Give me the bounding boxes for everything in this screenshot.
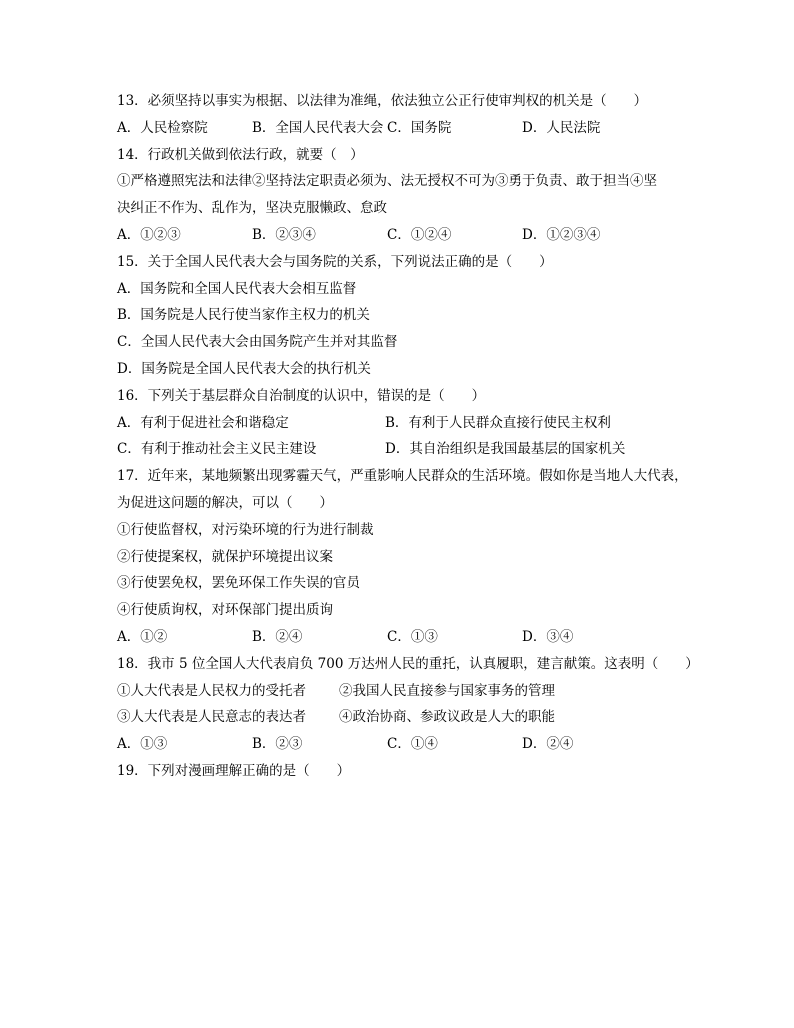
question-14-statement-line: ①严格遵照宪法和法律②坚持法定职责必须为、法无授权不可为③勇于负责、敢于担当④坚 [117,173,657,190]
question-14-stem: 14．行政机关做到依法行政，就要（ ） [117,146,364,163]
option-d: D．其自治组织是我国最基层的国家机关 [385,441,626,458]
option-c: C．①③ [387,628,438,645]
option-c: C．①②④ [387,226,452,243]
statement-3: ③行使罢免权，罢免环保工作失误的官员 [117,575,360,592]
option-a: A．国务院和全国人民代表大会相互监督 [117,280,357,297]
statement-4: ④政治协商、参政议政是人大的职能 [339,709,555,726]
exam-page [117,88,697,785]
option-a: A．有利于促进社会和谐稳定 [117,414,289,431]
question-13-options [117,115,697,142]
option-d: D．①②③④ [522,226,601,243]
question-18-statements-row [117,678,697,705]
option-a: A．①③ [117,736,168,753]
statement-1: ①人大代表是人民权力的受托者 [117,682,306,699]
question-19-stem: 19．下列对漫画理解正确的是（ ） [117,762,351,779]
question-18-statements-row [117,704,697,731]
option-d: D．国务院是全国人民代表大会的执行机关 [117,360,371,377]
option-a: A．人民检察院 [117,119,208,136]
statement-4: ④行使质询权，对环保部门提出质询 [117,602,333,619]
option-a: A．①② [117,628,168,645]
option-d: D．③④ [522,628,574,645]
option-b: B．②③④ [252,226,316,243]
option-b: B．②③ [252,736,303,753]
statement-3: ③人大代表是人民意志的表达者 [117,709,306,726]
option-b: B．国务院是人民行使当家作主权力的机关 [117,307,370,324]
question-14-statement-line: 决纠正不作为、乱作为，坚决克服懒政、怠政 [117,200,387,217]
question-17-options [117,624,697,651]
question-16-options-row [117,436,697,463]
option-c: C．国务院 [387,119,452,136]
question-16-options-row [117,410,697,437]
question-17-stem: 17．近年来，某地频繁出现雾霾天气，严重影响人民群众的生活环境。假如你是当地人大代表， [117,468,688,485]
question-13-stem: 13．必须坚持以事实为根据、以法律为准绳，依法独立公正行使审判权的机关是（ ） [117,93,648,109]
option-a: A．①②③ [117,226,181,243]
question-18-options [117,731,697,758]
option-c: C．有利于推动社会主义民主建设 [117,441,317,458]
question-18-stem: 18．我市 5 位全国人大代表肩负 700 万达州人民的重托，认真履职，建言献策。这表明（ ） [117,655,699,672]
question-14-options [117,222,697,249]
statement-1: ①行使监督权，对污染环境的行为进行制裁 [117,521,374,538]
option-c: C．①④ [387,736,438,753]
option-c: C．全国人民代表大会由国务院产生并对其监督 [117,334,398,351]
statement-2: ②我国人民直接参与国家事务的管理 [339,682,555,699]
question-17-stem-continued: 为促进这问题的解决，可以（ ） [117,494,333,511]
statement-2: ②行使提案权，就保护环境提出议案 [117,548,333,565]
option-b: B．②④ [252,628,303,645]
question-15-stem: 15．关于全国人民代表大会与国务院的关系，下列说法正确的是（ ） [117,253,553,270]
option-d: D．人民法院 [522,119,601,136]
option-d: D．②④ [522,736,574,753]
option-b: B．有利于人民群众直接行使民主权利 [385,414,611,431]
question-16-stem: 16．下列关于基层群众自治制度的认识中，错误的是（ ） [117,387,486,404]
option-b: B．全国人民代表大会 [252,119,384,136]
